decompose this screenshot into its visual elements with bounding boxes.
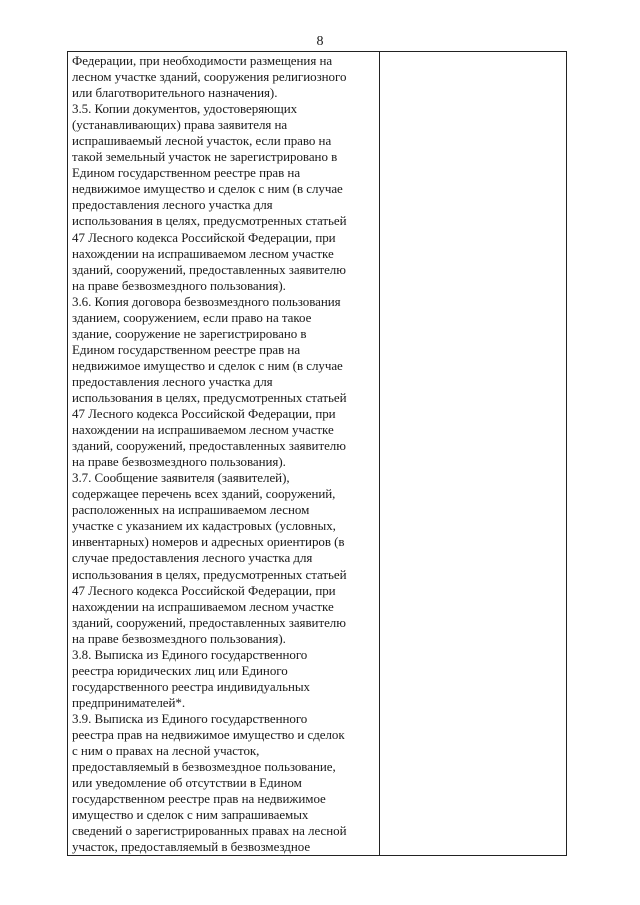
text-line: 3.7. Сообщение заявителя (заявителей), xyxy=(72,470,290,486)
text-line: сведений о зарегистрированных правах на лесной xyxy=(72,823,347,839)
text-line: предпринимателей*. xyxy=(72,694,186,710)
text-line: такой земельный участок не зарегистрировано в xyxy=(72,149,338,165)
text-line: недвижимое имущество и сделок с ним (в случае xyxy=(72,357,343,373)
text-line: 47 Лесного кодекса Российской Федерации, при xyxy=(72,582,336,598)
text-line: реестра прав на недвижимое имущество и сделок xyxy=(72,726,345,742)
right-column xyxy=(380,52,566,855)
left-column xyxy=(68,52,380,855)
text-line: Федерации, при необходимости размещения на xyxy=(72,53,333,68)
text-line: с ним о правах на лесной участок, xyxy=(72,743,260,759)
text-line: на праве безвозмездного пользования). xyxy=(72,454,286,470)
text-line: использования в целях, предусмотренных статьей xyxy=(72,213,347,229)
document-table xyxy=(67,51,567,856)
text-line: реестра юридических лиц или Единого xyxy=(72,662,288,678)
text-line: испрашиваемый лесной участок, если право на xyxy=(72,133,332,149)
text-line: Едином государственном реестре прав на xyxy=(72,165,301,181)
text-line: государственного реестра индивидуальных xyxy=(72,678,311,694)
text-line: 3.9. Выписка из Единого государственного xyxy=(72,710,308,726)
text-line: 47 Лесного кодекса Российской Федерации, при xyxy=(72,406,336,422)
text-line: использования в целях, предусмотренных статьей xyxy=(72,566,347,582)
text-line: инвентарных) номеров и адресных ориентиров (в xyxy=(72,534,345,550)
text-line: недвижимое имущество и сделок с ним (в случае xyxy=(72,181,343,197)
text-line: зданий, сооружений, предоставленных заявителю xyxy=(72,614,346,630)
page-number: 8 xyxy=(316,34,324,49)
text-line: использования в целях, предусмотренных статьей xyxy=(72,389,347,405)
text-line: нахождении на испрашиваемом лесном участке xyxy=(72,422,334,438)
text-line: государственном реестре прав на недвижимое xyxy=(72,791,326,807)
text-line: предоставления лесного участка для xyxy=(72,197,273,213)
text-line: на праве безвозмездного пользования). xyxy=(72,630,286,646)
text-line: предоставляемый в безвозмездное пользование, xyxy=(72,759,336,775)
text-line: случае предоставления лесного участка для xyxy=(72,550,313,566)
text-line: расположенных на испрашиваемом лесном xyxy=(72,502,310,518)
text-line: лесном участке зданий, сооружения религиозного xyxy=(72,69,347,85)
text-line: 3.8. Выписка из Единого государственного xyxy=(72,646,308,662)
text-line: 3.5. Копии документов, удостоверяющих xyxy=(72,101,298,117)
text-line: Едином государственном реестре прав на xyxy=(72,341,301,357)
text-line: участок, предоставляемый в безвозмездное xyxy=(72,839,311,855)
text-line: или благотворительного назначения). xyxy=(72,85,278,101)
text-line: 47 Лесного кодекса Российской Федерации, при xyxy=(72,229,336,245)
text-line: (устанавливающих) права заявителя на xyxy=(72,117,288,133)
text-line: имущество и сделок с ним запрашиваемых xyxy=(72,807,309,823)
text-line: предоставления лесного участка для xyxy=(72,373,273,389)
text-line: зданий, сооружений, предоставленных заявителю xyxy=(72,261,346,277)
text-line: зданий, сооружений, предоставленных заявителю xyxy=(72,438,346,454)
text-line: нахождении на испрашиваемом лесном участке xyxy=(72,598,334,614)
text-line: нахождении на испрашиваемом лесном участке xyxy=(72,245,334,261)
text-line: здание, сооружение не зарегистрировано в xyxy=(72,325,307,341)
text-line: 3.6. Копия договора безвозмездного пользования xyxy=(72,293,341,309)
text-line: содержащее перечень всех зданий, сооружений, xyxy=(72,486,336,502)
text-line: или уведомление об отсутствии в Едином xyxy=(72,775,302,791)
text-line: на праве безвозмездного пользования). xyxy=(72,277,286,293)
text-line: участке с указанием их кадастровых (условных, xyxy=(72,518,336,534)
text-line: зданием, сооружением, если право на такое xyxy=(72,309,312,325)
